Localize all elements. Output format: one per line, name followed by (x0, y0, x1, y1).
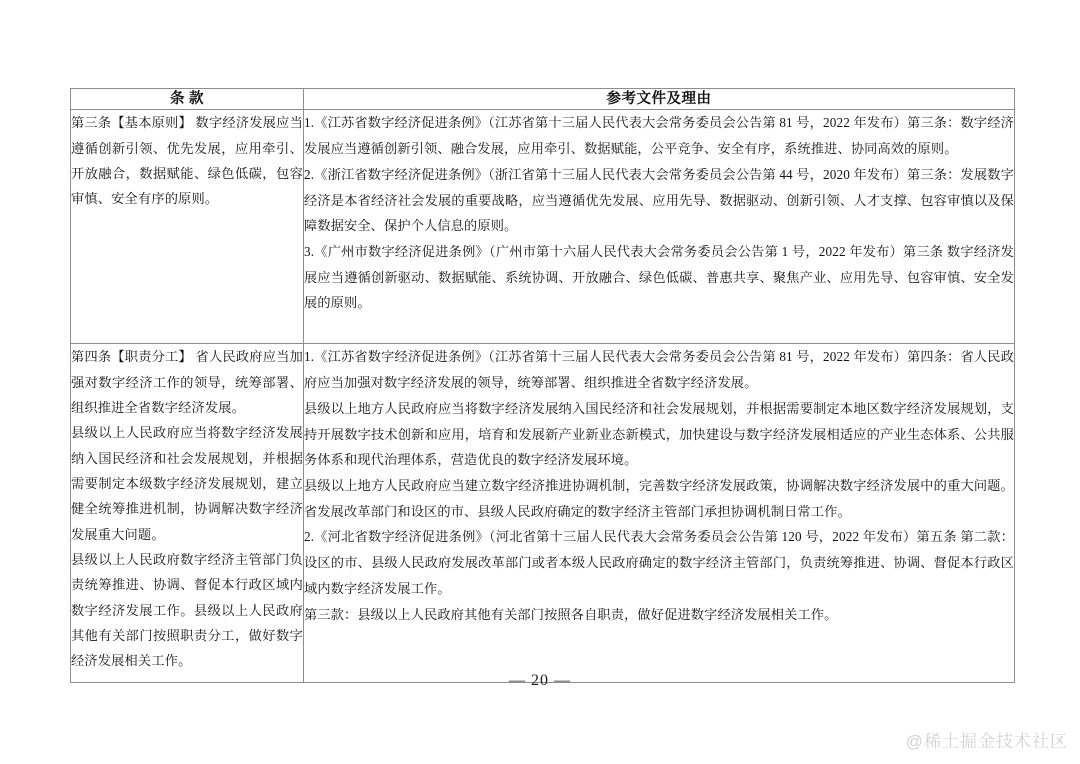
reference-paragraph: 县级以上地方人民政府应当将数字经济发展纳入国民经济和社会发展规划，并根据需要制定本地区数字经济发展规划，支持开展数字技术创新和应用，培育和发展新产业新业态新模式，加快建设与数字经济发展相适应的产业生态体系、公共服务体系和现代治理体系，营造优良的数字经济发展环境。 (304, 400, 1014, 468)
column-header-reference-label: 参考文件及理由 (606, 91, 712, 107)
reference-paragraph: 2.《浙江省数字经济促进条例》（浙江省第十三届人民代表大会常务委员会公告第 44 号，2020 年发布）第三条：发展数字经济是本省经济社会发展的重要战略，应当遵循优先发展、应用先导、数据驱动、创新引领、人才支撑、包容审慎以及保障数据安全、保护个人信息的原则。 (304, 166, 1014, 234)
clause-cell (71, 344, 304, 683)
reference-paragraph: 2.《河北省数字经济促进条例》（河北省第十三届人民代表大会常务委员会公告第 120 号，2022 年发布）第五条 第二款： 设区的市、县级人民政府发展改革部门或者本级人民政府确定的数字经济主管部门，负责统筹推进、协调、督促本行政区域内数字经济发展工作。 (304, 529, 1014, 596)
table-row (71, 344, 1015, 683)
reference-cell (304, 344, 1015, 683)
clause-paragraph: 县级以上人民政府应当将数字经济发展纳入国民经济和社会发展规划，并根据需要制定本级数字经济发展规划，建立健全统筹推进机制，协调解决数字经济发展重大问题。 (71, 425, 303, 542)
reference-paragraph: 1.《江苏省数字经济促进条例》（江苏省第十三届人民代表大会常务委员会公告第 81 号，2022 年发布）第四条：省人民政府应当加强对数字经济发展的领导，统筹部署、组织推进全省数字经济发展。 (304, 349, 1014, 391)
column-header-clause (71, 89, 304, 110)
column-header-clause-label: 条 款 (169, 91, 205, 107)
clause-cell (71, 110, 304, 344)
watermark: @稀土掘金技术社区 (905, 732, 1068, 751)
reference-paragraph: 第三款：县级以上人民政府其他有关部门按照各自职责，做好促进数字经济发展相关工作。 (304, 606, 838, 622)
column-header-reference (304, 89, 1015, 110)
reference-paragraph: 县级以上地方人民政府应当建立数字经济推进协调机制，完善数字经济发展政策，协调解决数字经济发展中的重大问题。省发展改革部门和设区的市、县级人民政府确定的数字经济主管部门承担协调机制日常工作。 (304, 477, 1014, 519)
page-number: — 20 — (509, 672, 571, 689)
table-header (71, 89, 1015, 110)
clause-paragraph: 县级以上人民政府数字经济主管部门负责统筹推进、协调、督促本行政区域内数字经济发展工作。县级以上人民政府其他有关部门按照职责分工，做好数字经济发展相关工作。 (71, 552, 303, 669)
reference-cell (304, 110, 1015, 344)
table-header-row (71, 89, 1015, 110)
table-row (71, 110, 1015, 344)
clause-reference-table (70, 88, 1015, 683)
clause-paragraph: 第四条【职责分工】 省人民政府应当加强对数字经济工作的领导，统筹部署、组织推进全省数字经济发展。 (71, 349, 303, 415)
reference-paragraph: 1.《江苏省数字经济促进条例》（江苏省第十三届人民代表大会常务委员会公告第 81 号，2022 年发布）第三条：数字经济发展应当遵循创新引领、融合发展，应用牵引、数据赋能，公平竞争、安全有序，系统推进、协同高效的原则。 (304, 115, 1014, 157)
reference-paragraph: 3.《广州市数字经济促进条例》（广州市第十六届人民代表大会常务委员会公告第 1 号，2022 年发布）第三条 数字经济发展应当遵循创新驱动、数据赋能、系统协调、开放融合、绿色低碳、普惠共享、聚焦产业、应用先导、包容审慎、安全发展的原则。 (304, 243, 1014, 311)
clause-paragraph: 第三条【基本原则】 数字经济发展应当遵循创新引领、优先发展，应用牵引、开放融合，数据赋能、绿色低碳，包容审慎、安全有序的原则。 (71, 115, 303, 207)
table-body (71, 110, 1015, 683)
